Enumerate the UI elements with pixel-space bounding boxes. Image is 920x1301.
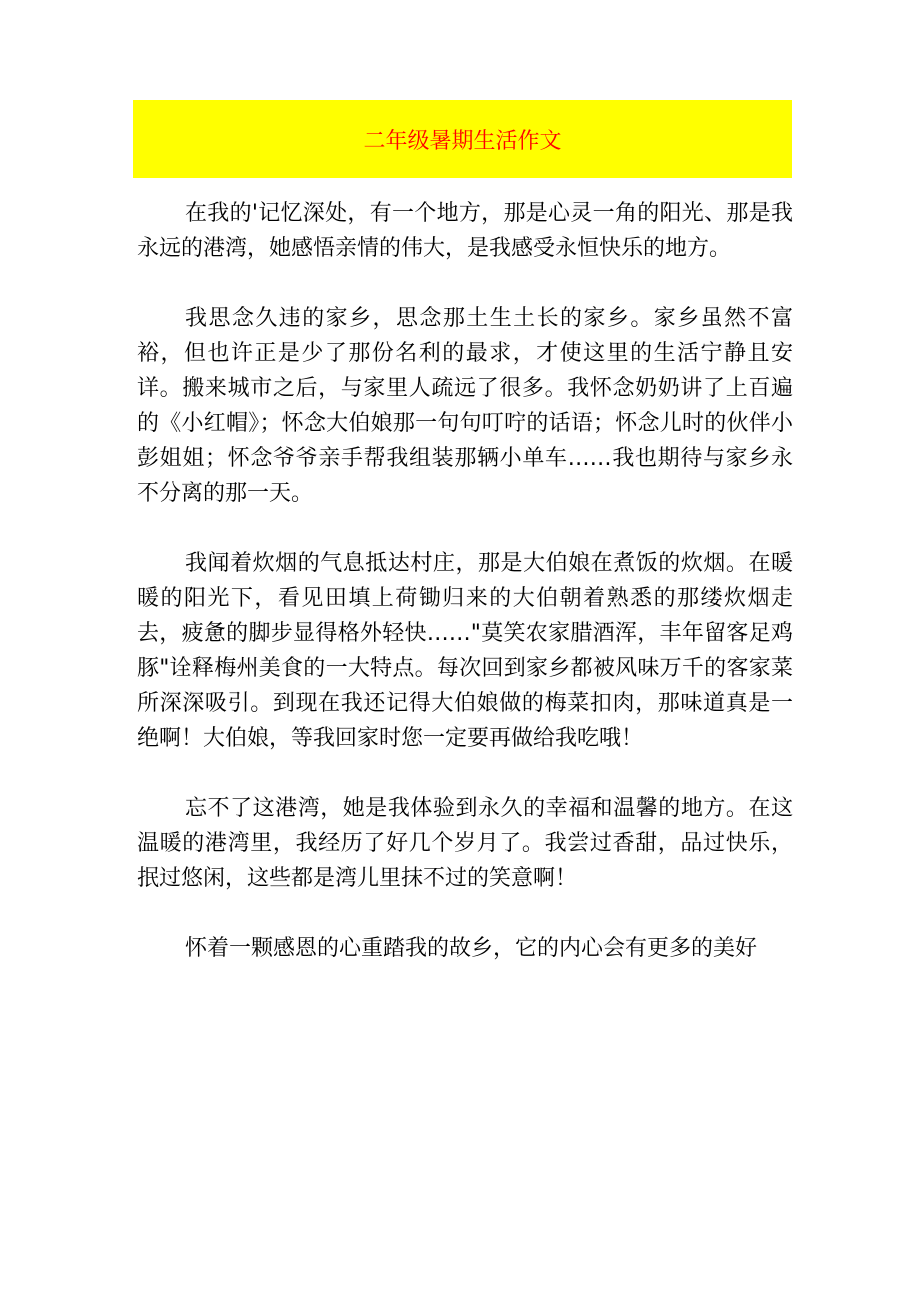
title-banner xyxy=(133,100,792,178)
essay-body xyxy=(137,196,793,1001)
document-title: 二年级暑期生活作文 xyxy=(363,128,562,154)
paragraph-4: 忘不了这港湾，她是我体验到永久的幸福和温馨的地方。在这温暖的港湾里，我经历了好几个岁月了。我尝过香甜，品过快乐，抿过悠闲，这些都是湾儿里抹不过的笑意啊！ xyxy=(137,796,793,891)
paragraph-3: 我闻着炊烟的气息抵达村庄，那是大伯娘在煮饭的炊烟。在暖暖的阳光下，看见田填上荷锄归来的大伯朝着熟悉的那缕炊烟走去，疲惫的脚步显得格外轻快……"莫笑农家腊酒浑，丰年留客足鸡豚"诠释梅州美食的一大特点。每次回到家乡都被风味万千的客家菜所深深吸引。到现在我还记得大伯娘做的梅菜扣肉，那味道真是一绝啊！大伯娘，等我回家时您一定要再做给我吃哦！ xyxy=(137,551,793,751)
paragraph-5: 怀着一颗感恩的心重踏我的故乡，它的内心会有更多的美好 xyxy=(185,936,758,961)
paragraph-1: 在我的'记忆深处，有一个地方，那是心灵一角的阳光、那是我永远的港湾，她感悟亲情的伟大，是我感受永恒快乐的地方。 xyxy=(137,201,793,261)
paragraph-2: 我思念久违的家乡，思念那土生土长的家乡。家乡虽然不富裕，但也许正是少了那份名利的最求，才使这里的生活宁静且安详。搬来城市之后，与家里人疏远了很多。我怀念奶奶讲了上百遍的《小红帽》；怀念大伯娘那一句句叮咛的话语；怀念儿时的伙伴小彭姐姐；怀念爷爷亲手帮我组装那辆小单车……我也期待与家乡永不分离的那一天。 xyxy=(137,306,793,506)
